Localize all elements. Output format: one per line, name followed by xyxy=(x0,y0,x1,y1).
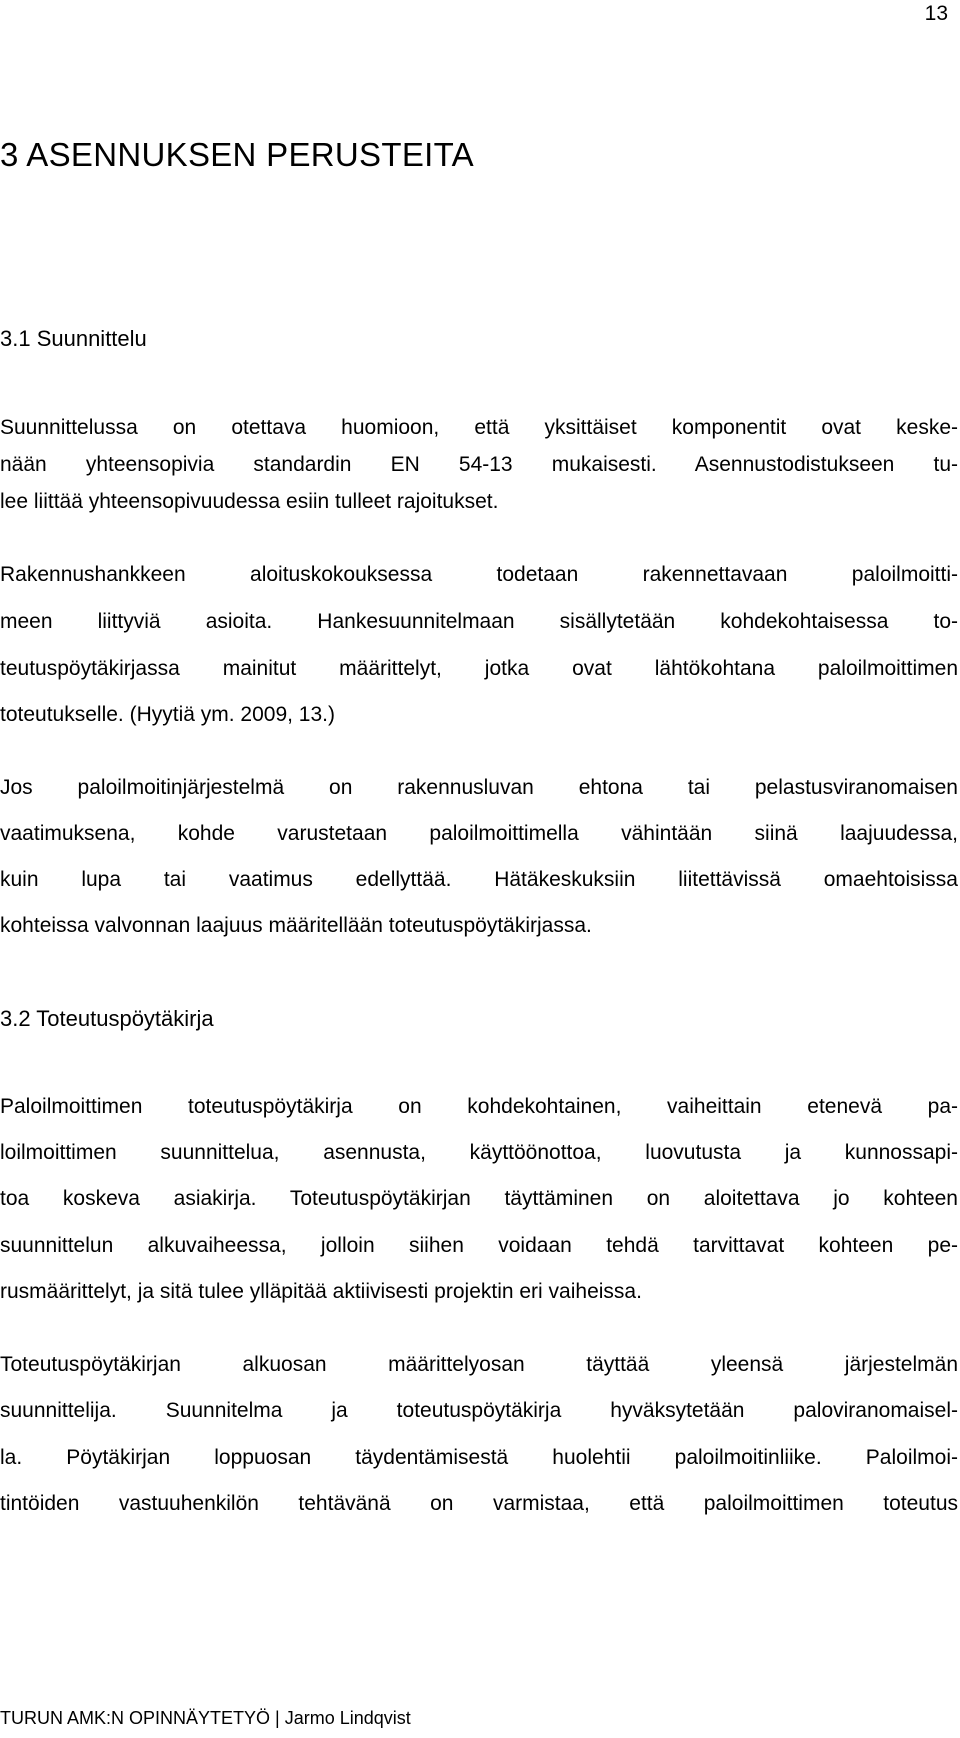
text-line: loilmoittimen suunnittelua, asennusta, käyttöönottoa, luovutusta ja kunnossapi- xyxy=(0,1141,958,1164)
text-line: kohteissa valvonnan laajuus määritellään toteutuspöytäkirjassa. xyxy=(0,914,592,937)
text-line: lee liittää yhteensopivuudessa esiin tulleet rajoitukset. xyxy=(0,490,499,513)
page-number: 13 xyxy=(924,2,948,25)
text-line: nään yhteensopivia standardin EN 54-13 mukaisesti. Asennustodistukseen tu- xyxy=(0,453,958,476)
section-title-suunnittelu: 3.1 Suunnittelu xyxy=(0,326,147,351)
footer-author: Jarmo Lindqvist xyxy=(284,1708,411,1728)
text-line: suunnittelija. Suunnitelma ja toteutuspöytäkirja hyväksytetään paloviranomaisel- xyxy=(0,1399,958,1422)
text-line: Rakennushankkeen aloituskokouksessa todetaan rakennettavaan paloilmoitti- xyxy=(0,563,958,586)
text-line: Suunnittelussa on otettava huomioon, että yksittäiset komponentit ovat keske- xyxy=(0,416,958,439)
footer-institution: TURUN AMK:N OPINNÄYTETYÖ xyxy=(0,1708,271,1728)
text-line: kuin lupa tai vaatimus edellyttää. Hätäkeskuksiin liitettävissä omaehtoisissa xyxy=(0,868,958,891)
text-line: la. Pöytäkirjan loppuosan täydentämisestä huolehtii paloilmoitinliike. Paloilmoi- xyxy=(0,1446,958,1469)
text-line: Jos paloilmoitinjärjestelmä on rakennusluvan ehtona tai pelastusviranomaisen xyxy=(0,776,958,799)
text-line: meen liittyviä asioita. Hankesuunnitelmaan sisällytetään kohdekohtaisessa to- xyxy=(0,610,958,633)
text-line: rusmäärittelyt, ja sitä tulee ylläpitää aktiivisesti projektin eri vaiheissa. xyxy=(0,1280,642,1303)
page-footer xyxy=(0,1708,411,1729)
text-line: suunnittelun alkuvaiheessa, jolloin siihen voidaan tehdä tarvittavat kohteen pe- xyxy=(0,1234,958,1257)
text-line: toa koskeva asiakirja. Toteutuspöytäkirjan täyttäminen on aloitettava jo kohteen xyxy=(0,1187,958,1210)
text-line: teutuspöytäkirjassa mainitut määrittelyt, jotka ovat lähtökohtana paloilmoittimen xyxy=(0,657,958,680)
text-line: Paloilmoittimen toteutuspöytäkirja on kohdekohtainen, vaiheittain etenevä pa- xyxy=(0,1095,958,1118)
text-line: tintöiden vastuuhenkilön tehtävänä on varmistaa, että paloilmoittimen toteutus xyxy=(0,1492,958,1515)
section-title-toteutuspoytakirja: 3.2 Toteutuspöytäkirja xyxy=(0,1006,214,1031)
footer-separator: | xyxy=(275,1708,280,1728)
chapter-title: 3 ASENNUKSEN PERUSTEITA xyxy=(0,136,474,173)
text-line: vaatimuksena, kohde varustetaan paloilmoittimella vähintään siinä laajuudessa, xyxy=(0,822,958,845)
text-line: toteutukselle. (Hyytiä ym. 2009, 13.) xyxy=(0,703,335,726)
text-line: Toteutuspöytäkirjan alkuosan määrittelyosan täyttää yleensä järjestelmän xyxy=(0,1353,958,1376)
